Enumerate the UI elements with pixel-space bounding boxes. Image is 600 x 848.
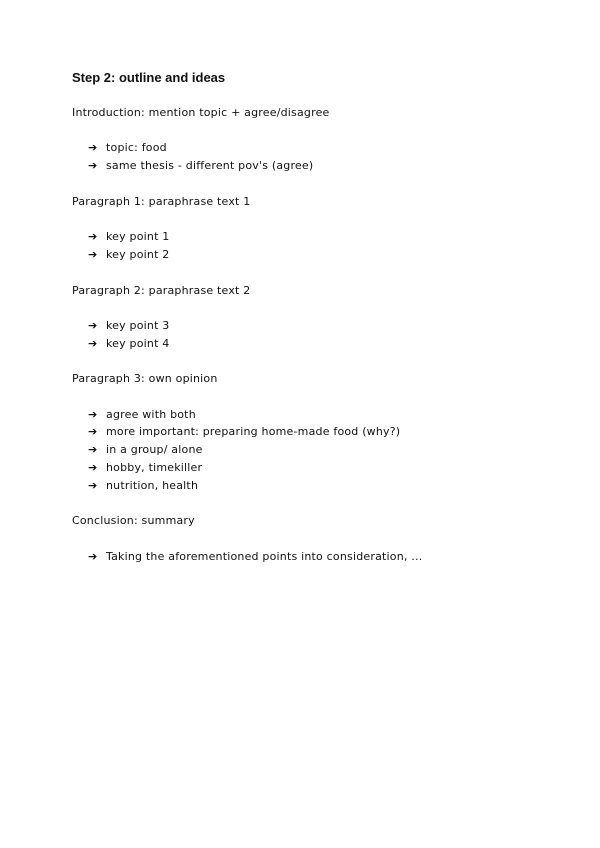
list-item-text: key point 2 (106, 248, 170, 261)
list-item (88, 141, 167, 154)
list-item-text: key point 4 (106, 337, 170, 350)
arrow-icon: ➔ (88, 230, 98, 243)
list-item-text: key point 3 (106, 319, 170, 332)
section-title-introduction: Introduction: mention topic + agree/disagree (72, 106, 330, 119)
list-item (88, 408, 196, 421)
arrow-icon: ➔ (88, 443, 98, 456)
list-item-text: same thesis - different pov's (agree) (106, 159, 314, 172)
arrow-icon: ➔ (88, 248, 98, 261)
list-item-text: Taking the aforementioned points into consideration, ... (106, 550, 423, 563)
arrow-icon: ➔ (88, 550, 98, 563)
list-item (88, 479, 198, 492)
arrow-icon: ➔ (88, 337, 98, 350)
list-item-text: more important: preparing home-made food (why?) (106, 425, 401, 438)
list-item-text: topic: food (106, 141, 167, 154)
list-item (88, 319, 170, 332)
list-item-text: key point 1 (106, 230, 170, 243)
arrow-icon: ➔ (88, 461, 98, 474)
list-item (88, 443, 203, 456)
arrow-icon: ➔ (88, 479, 98, 492)
list-item-text: agree with both (106, 408, 196, 421)
list-item (88, 248, 170, 261)
list-item (88, 425, 400, 438)
section-title-paragraph-3: Paragraph 3: own opinion (72, 372, 218, 385)
arrow-icon: ➔ (88, 319, 98, 332)
list-item (88, 159, 313, 172)
section-title-paragraph-2: Paragraph 2: paraphrase text 2 (72, 284, 251, 297)
section-title-conclusion: Conclusion: summary (72, 514, 195, 527)
list-item (88, 337, 170, 350)
list-item-text: in a group/ alone (106, 443, 203, 456)
arrow-icon: ➔ (88, 425, 98, 438)
list-item-text: hobby, timekiller (106, 461, 203, 474)
list-item (88, 550, 422, 563)
list-item (88, 461, 202, 474)
section-title-paragraph-1: Paragraph 1: paraphrase text 1 (72, 195, 251, 208)
list-item (88, 230, 170, 243)
arrow-icon: ➔ (88, 159, 98, 172)
list-item-text: nutrition, health (106, 479, 199, 492)
arrow-icon: ➔ (88, 141, 98, 154)
page-heading: Step 2: outline and ideas (72, 70, 226, 85)
arrow-icon: ➔ (88, 408, 98, 421)
